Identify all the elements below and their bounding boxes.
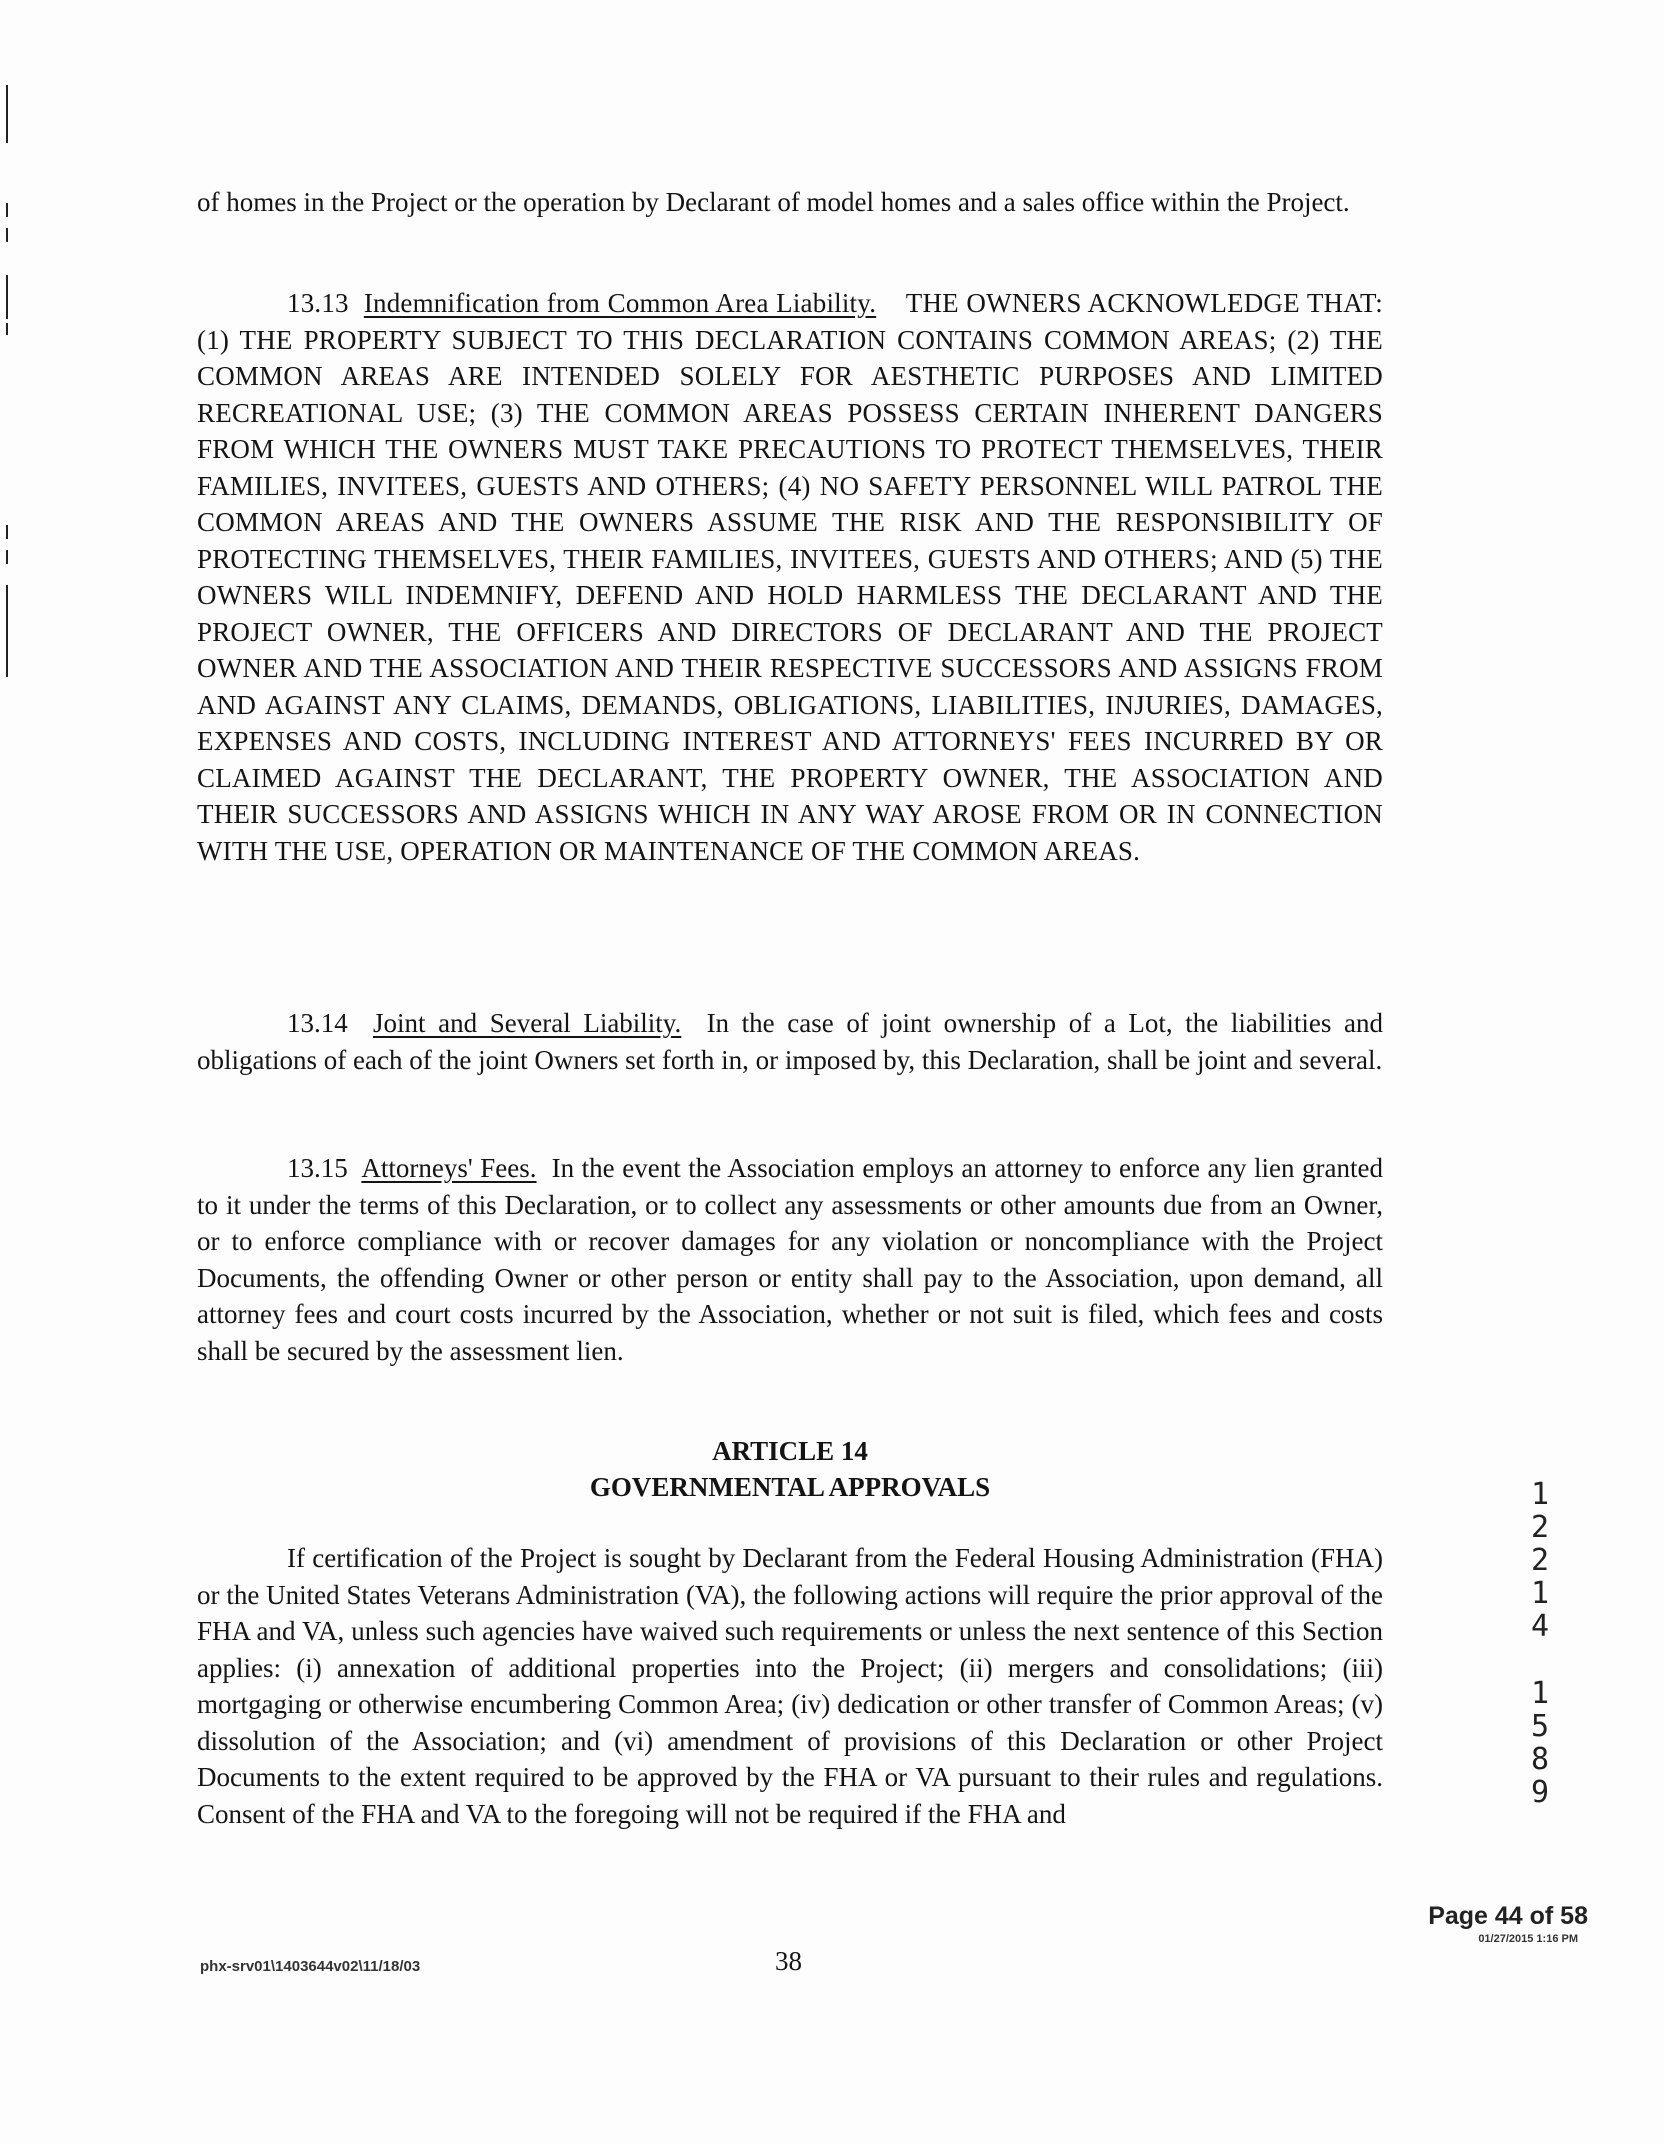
section-heading: Indemnification from Common Area Liability. xyxy=(363,288,877,318)
section-body: In the case of joint ownership of a Lot, the liabilities and obligations of each of the joint Owners set forth in, or imposed by, this Declaration, shall be joint and several. xyxy=(197,1008,1384,1075)
scan-edge-mark xyxy=(6,585,8,677)
section-number: 13.13 xyxy=(287,288,349,318)
stamp-digit: 2 xyxy=(1530,1543,1550,1578)
section-13-15 xyxy=(197,1150,1383,1369)
section-number: 13.15 xyxy=(287,1153,348,1183)
stamp-digit: 8 xyxy=(1530,1742,1550,1777)
scan-edge-mark xyxy=(6,525,8,539)
scan-edge-mark xyxy=(6,550,8,564)
article-title: GOVERNMENTAL APPROVALS xyxy=(589,1472,991,1502)
footer-doc-code: phx-srv01\1403644v02\11/18/03 xyxy=(200,1958,421,1975)
recording-number-stamp xyxy=(1520,1478,1560,1809)
stamp-digit: 1 xyxy=(1530,1477,1550,1512)
recording-page-label: Page 44 of 58 xyxy=(1428,1902,1588,1930)
article-14-paragraph xyxy=(197,1540,1383,1832)
section-body: THE OWNERS ACKNOWLEDGE THAT: (1) THE PROPERTY SUBJECT TO THIS DECLARATION CONTAINS COMMON AREAS; (2) THE COMMON AREAS ARE INTENDED SOLELY FOR AESTHETIC PURPOSES AND LIMITED RECREATIONAL USE; (3) THE COMMON AREAS POSSESS CERTAIN INHERENT DANGERS FROM WHICH THE OWNERS MUST TAKE PRECAUTIONS TO PROTECT THEMSELVES, THEIR FAMILIES, INVITEES, GUESTS AND OTHERS; (4) NO SAFETY PERSONNEL WILL PATROL THE COMMON AREAS AND THE OWNERS ASSUME THE RISK AND THE RESPONSIBILITY OF PROTECTING THEMSELVES, THEIR FAMILIES, INVITEES, GUESTS AND OTHERS; AND (5) THE OWNERS WILL INDEMNIFY, DEFEND AND HOLD HARMLESS THE DECLARANT AND THE PROJECT OWNER, THE OFFICERS AND DIRECTORS OF DECLARANT AND THE PROJECT OWNER AND THE ASSOCIATION AND THEIR RESPECTIVE SUCCESSORS AND ASSIGNS FROM AND AGAINST ANY CLAIMS, DEMANDS, OBLIGATIONS, LIABILITIES, INJURIES, DAMAGES, EXPENSES AND COSTS, INCLUDING INTEREST AND ATTORNEYS' FEES INCURRED BY OR CLAIMED AGAINST THE DECLARANT, THE PROPERTY OWNER, THE ASSOCIATION AND THEIR SUCCESSORS AND ASSIGNS WHICH IN ANY WAY AROSE FROM OR IN CONNECTION WITH THE USE, OPERATION OR MAINTENANCE OF THE COMMON AREAS. xyxy=(197,288,1383,866)
footer-page-number: 38 xyxy=(775,1946,802,1976)
section-heading: Joint and Several Liability. xyxy=(373,1008,682,1038)
stamp-digit: 1 xyxy=(1530,1676,1550,1711)
section-13-13 xyxy=(197,285,1383,869)
article-number: ARTICLE 14 xyxy=(712,1436,868,1466)
intro-text: of homes in the Project or the operation by Declarant of model homes and a sales office within the Project. xyxy=(197,187,1350,217)
stamp-digit: 4 xyxy=(1530,1609,1550,1644)
section-13-14 xyxy=(197,1005,1383,1078)
section-number: 13.14 xyxy=(287,1008,348,1038)
stamp-digit: 5 xyxy=(1530,1709,1550,1744)
scan-edge-mark xyxy=(6,203,8,217)
recording-timestamp: 01/27/2015 1:16 PM xyxy=(1478,1933,1578,1945)
article-heading xyxy=(197,1433,1383,1505)
stamp-digit: 9 xyxy=(1530,1775,1550,1810)
section-body: In the event the Association employs an attorney to enforce any lien granted to it under the terms of this Declaration, or to collect any assessments or other amounts due from an Owner, or to enforce compliance with or recover damages for any violation or noncompliance with the Project Documents, the offending Owner or other person or entity shall pay to the Association, upon demand, all attorney fees and court costs incurred by the Association, whether or not suit is filed, which fees and costs shall be secured by the assessment lien. xyxy=(197,1153,1384,1366)
scan-edge-mark xyxy=(6,228,8,242)
section-heading: Attorneys' Fees. xyxy=(361,1153,537,1183)
article-14-text: If certification of the Project is sought by Declarant from the Federal Housing Administration (FHA) or the United States Veterans Administration (VA), the following actions will require the prior approval of the FHA and VA, unless such agencies have waived such requirements or unless the next sentence of this Section applies: (i) annexation of additional properties into the Project; (ii) mergers and consolidations; (iii) mortgaging or otherwise encumbering Common Area; (iv) dedication or other transfer of Common Areas; (v) dissolution of the Association; and (vi) amendment of provisions of this Declaration or other Project Documents to the extent required to be approved by the FHA or VA pursuant to their rules and regulations. Consent of the FHA and VA to the foregoing will not be required if the FHA and xyxy=(197,1543,1383,1829)
scan-edge-mark xyxy=(6,275,8,319)
stamp-digit: 1 xyxy=(1530,1576,1550,1611)
intro-paragraph xyxy=(197,184,1383,221)
stamp-digit: 2 xyxy=(1530,1510,1550,1545)
scan-edge-mark xyxy=(6,85,8,143)
scan-edge-mark xyxy=(6,323,8,335)
